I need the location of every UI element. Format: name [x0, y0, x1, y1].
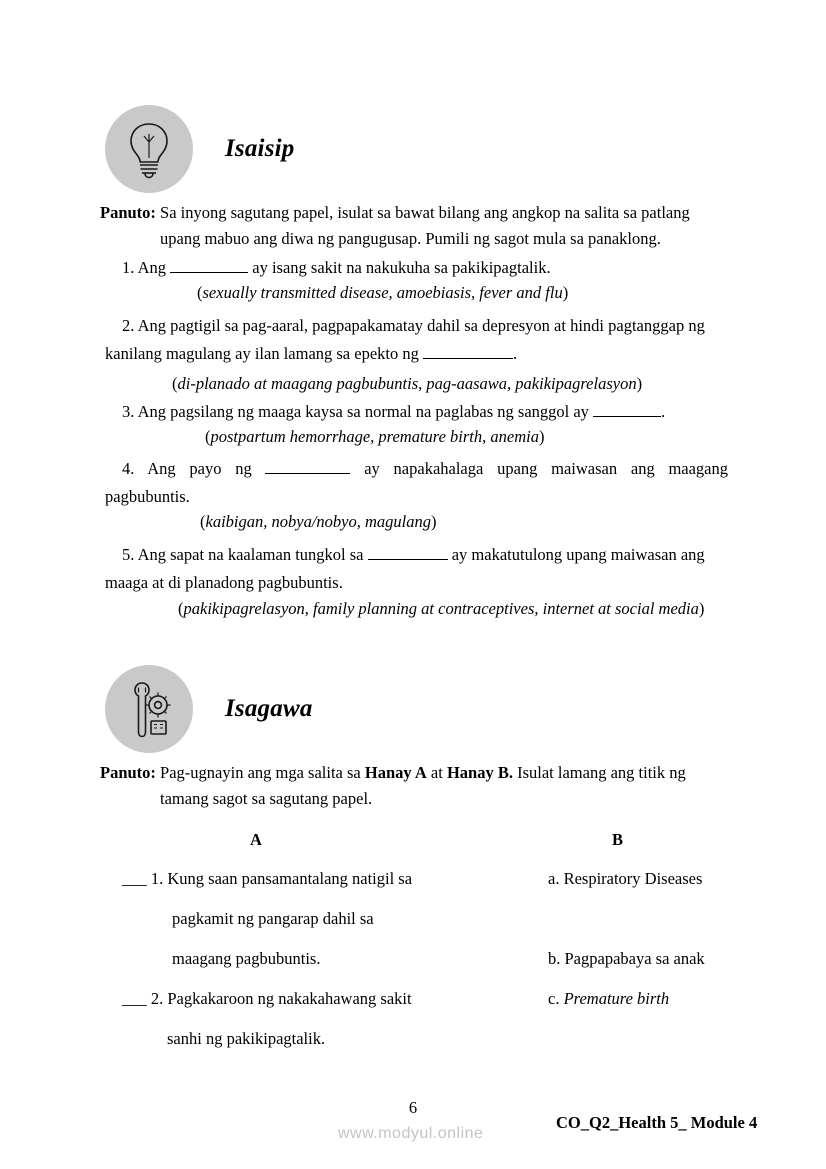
lightbulb-icon: [105, 105, 193, 193]
answer-blank[interactable]: [265, 458, 350, 474]
panuto-isagawa: [100, 760, 730, 811]
panuto-label: Panuto:: [100, 203, 156, 222]
question-1-text-after: ay isang sakit na nakukuha sa pakikipagtalik.: [252, 258, 551, 277]
question-5-text-after: ay makatutulong upang maiwasan ang: [451, 545, 705, 564]
panuto-bold-hanay-b: Hanay B.: [446, 763, 513, 782]
question-3-text-before: 3. Ang pagsilang ng maaga kaysa sa normal na paglabas ng sanggol ay: [122, 402, 589, 421]
question-2-line2: [105, 341, 728, 368]
answer-blank[interactable]: [170, 257, 248, 273]
choices-text: kaibigan, nobya/nobyo, magulang: [205, 512, 431, 531]
panuto-part3: Isulat lamang ang titik ng: [512, 763, 686, 782]
question-2-text-after: .: [513, 344, 518, 363]
section-header-isagawa: [105, 665, 313, 753]
panuto-text-line1: Sa inyong sagutang papel, isulat sa bawat bilang ang angkop na salita sa patlang: [160, 203, 690, 222]
question-1-choices: (sexually transmitted disease, amoebiasis, fever and flu): [197, 283, 569, 302]
question-3-choices: (postpartum hemorrhage, premature birth, anemia): [205, 427, 545, 446]
question-2-choices: (di-planado at maagang pagbubuntis, pag-aasawa, pakikipagrelasyon): [172, 374, 643, 393]
match-item-1-line2: pagkamit ng pangarap dahil sa: [172, 909, 374, 928]
match-item-2-line1[interactable]: ___ 2. Pagkakaroon ng nakakahawang sakit: [122, 989, 412, 1008]
panuto-bold-hanay-a: Hanay A: [364, 763, 427, 782]
section-title: Isaisip: [225, 135, 295, 162]
question-1-text-before: 1. Ang: [122, 258, 167, 277]
question-1: [122, 255, 732, 282]
column-a-header: A: [250, 830, 262, 849]
question-2-text-before: 2. Ang pagtigil sa pag-aaral, pagpapakamatay dahil sa depresyon at hindi pagtanggap ng: [122, 316, 705, 335]
choices-text: sexually transmitted disease, amoebiasis, fever and flu: [202, 283, 563, 302]
match-option-c[interactable]: [548, 989, 669, 1009]
section-title: Isagawa: [225, 695, 313, 722]
watermark: www.modyul.online: [338, 1125, 484, 1142]
column-b-header: B: [612, 830, 624, 849]
page-number: 6: [408, 1098, 418, 1117]
match-item-2-line2: sanhi ng pakikipagtalik.: [167, 1029, 326, 1048]
match-option-a[interactable]: a. Respiratory Diseases: [548, 869, 703, 888]
footer-module-label: CO_Q2_Health 5_ Module 4: [556, 1113, 758, 1132]
question-4-line2: [105, 484, 190, 511]
match-item-1-line1[interactable]: ___ 1. Kung saan pansamantalang natigil sa: [122, 869, 413, 888]
question-4-text-after: ay napakahalaga upang maiwasan ang maagang: [364, 459, 728, 478]
answer-blank[interactable]: [423, 343, 513, 359]
choices-text: postpartum hemorrhage, premature birth, anemia: [210, 427, 539, 446]
question-5-text-line2: maaga at di planadong pagbubuntis.: [105, 573, 343, 592]
question-5-text-before: 5. Ang sapat na kaalaman tungkol sa: [122, 545, 364, 564]
match-item-1-line3: maagang pagbubuntis.: [172, 949, 321, 968]
panuto-part1: Pag-ugnayin ang mga salita sa: [160, 763, 365, 782]
panuto-label: Panuto:: [100, 763, 156, 782]
wrench-gear-icon: [105, 665, 193, 753]
question-4: [122, 456, 728, 483]
choices-text: di-planado at maagang pagbubuntis, pag-aasawa, pakikipagrelasyon: [177, 374, 637, 393]
question-5: [122, 542, 730, 569]
question-4-choices: (kaibigan, nobya/nobyo, magulang): [200, 512, 437, 531]
match-option-b[interactable]: b. Pagpapabaya sa anak: [548, 949, 705, 968]
question-4-text-before: 4. Ang payo ng: [122, 459, 252, 478]
answer-blank[interactable]: [368, 544, 448, 560]
panuto-text-line2: upang mabuo ang diwa ng pangugusap. Pumili ng sagot mula sa panaklong.: [160, 228, 661, 248]
choices-text: pakikipagrelasyon, family planning at contraceptives, internet at social media: [183, 599, 699, 618]
panuto-line2: tamang sagot sa sagutang papel.: [160, 788, 373, 808]
panuto-part2: at: [426, 763, 447, 782]
question-5-line2: [105, 570, 343, 597]
question-2-text-line2: kanilang magulang ay ilan lamang sa epekto ng: [105, 344, 419, 363]
question-4-text-line2: pagbubuntis.: [105, 487, 190, 506]
section-header-isaisip: [105, 105, 294, 193]
question-3-text-after: .: [661, 402, 666, 421]
answer-blank[interactable]: [593, 401, 661, 417]
panuto-isaisip: [100, 200, 730, 251]
match-option-c-label: Premature birth: [563, 989, 670, 1008]
question-2: [122, 313, 728, 340]
question-3: [122, 399, 732, 426]
match-option-c-prefix: c.: [548, 989, 564, 1008]
question-5-choices: (pakikipagrelasyon, family planning at contraceptives, internet at social media): [178, 599, 705, 618]
